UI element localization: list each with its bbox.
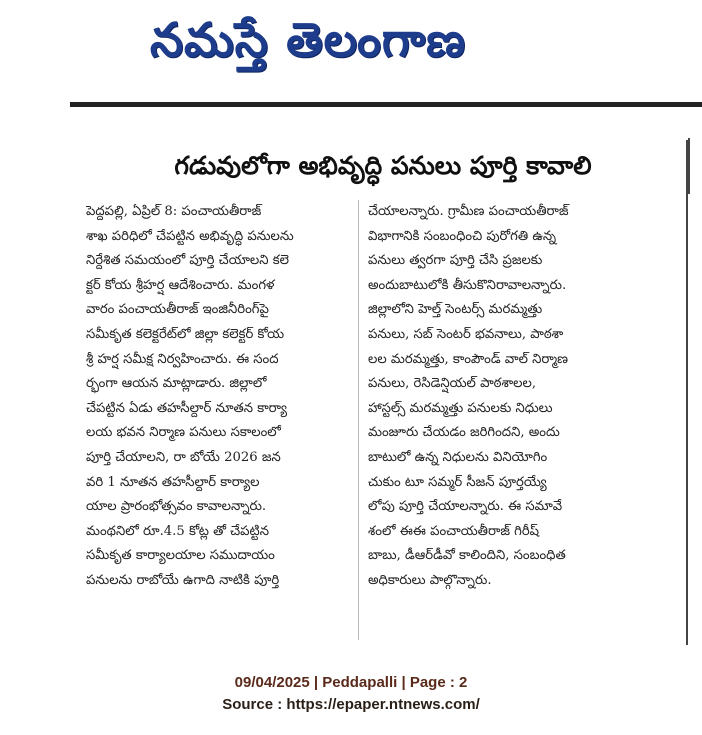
- article-line: అధికారులు పాల్గొన్నారు.: [368, 572, 492, 588]
- article-border: [686, 140, 688, 645]
- article-line: లల మరమ్మత్తు, కాంపౌండ్ వాల్ నిర్మాణ: [368, 351, 569, 367]
- article-line: వరి 1 నూతన తహసీల్దార్ కార్యాల: [86, 474, 260, 490]
- article-line: బాబు, డీఆర్‌డీవో కాలిందిని, సంబంధిత: [368, 548, 566, 564]
- article-line: చుకుం టూ సమ్మర్ సీజన్ పూర్తయ్యే: [368, 474, 547, 490]
- article-line: పనులు, రెసిడెన్షియల్ పాఠశాలల,: [368, 376, 537, 392]
- article-right-column: [368, 200, 646, 594]
- article-line: జిల్లాలోని హెల్త్ సెంటర్స్ మరమ్మత్తు: [368, 302, 543, 318]
- article-line: అందుబాటులోకి తీసుకొనిరావాలన్నారు.: [368, 277, 567, 293]
- column-divider: [358, 200, 359, 640]
- article-line: ర్భంగా ఆయన మాట్లాడారు. జిల్లాలో: [86, 376, 267, 392]
- masthead-rule: [70, 102, 702, 107]
- article-line: మంజూరు చేయడం జరిగిందని, అందు: [368, 425, 560, 441]
- article-line: పనులను రాబోయే ఉగాది నాటికి పూర్తి: [86, 572, 280, 588]
- article-line: సమీకృత కార్యాలయాల సముదాయం: [86, 548, 275, 564]
- article-line: లయ భవన నిర్మాణ పనులు సకాలంలో: [86, 425, 281, 441]
- article-line: పెద్దపల్లి, ఏప్రిల్ 8: పంచాయతీరాజ్: [86, 204, 262, 219]
- article-line: బాటులో ఉన్న నిధులను వినియోగిం: [368, 449, 548, 465]
- source-credit: Source : https://epaper.ntnews.com/: [222, 696, 480, 713]
- article-line: శ్రీ హర్ష సమీక్ష నిర్వహించారు. ఈ సంద: [86, 351, 279, 367]
- article-line: నిర్దేశిత సమయంలో పూర్తి చేయాలని కలె: [86, 253, 289, 269]
- article-line: చేపట్టిన ఏడు తహసీల్దార్ నూతన కార్యా: [86, 400, 288, 416]
- article-line: పనులు, సబ్ సెంటర్ భవనాలు, పాఠశా: [368, 326, 564, 342]
- headline-box: [70, 138, 690, 194]
- edition-info: 09/04/2025 | Peddapalli | Page : 2: [234, 674, 468, 691]
- article-line: శాఖ పరిధిలో చేపట్టిన అభివృద్ధి పనులను: [86, 228, 294, 244]
- article-line: విభాగానికి సంబంధించి పురోగతి ఉన్న: [368, 228, 557, 244]
- article-line: యాల ప్రారంభోత్సవం కావాలన్నారు.: [86, 499, 267, 515]
- article-line: లోపు పూర్తి చేయాలన్నారు. ఈ సమావే: [368, 499, 563, 515]
- article-line: చేయాలన్నారు. గ్రామీణ పంచాయతీరాజ్: [368, 204, 569, 219]
- article-line: వారం పంచాయతీరాజ్ ఇంజినీరింగ్‌పై: [86, 302, 269, 318]
- article-line: పూర్తి చేయాలని, రా బోయే 2026 జన: [86, 449, 281, 465]
- article-line: శంలో ఈఈ పంచాయతీరాజ్ గిరీష్: [368, 523, 540, 539]
- newspaper-masthead: నమస్తే తెలంగాణ: [150, 13, 466, 68]
- article-line: క్టర్ కోయ శ్రీహర్ష ఆదేశించారు. మంగళ: [86, 277, 275, 293]
- article-headline: గడువులోగా అభివృద్ధి పనులు పూర్తి కావాలి: [174, 151, 592, 180]
- article-line: పనులు త్వరగా పూర్తి చేసి ప్రజలకు: [368, 253, 543, 269]
- article-left-column: [86, 200, 354, 594]
- article-line: హాస్టల్స్ మరమ్మత్తు పనులకు నిధులు: [368, 400, 553, 416]
- article-line: మంథనిలో రూ.4.5 కోట్ల తో చేపట్టిన: [86, 523, 269, 539]
- article-line: సమీకృత కలెక్టరేట్‌లో జిల్లా కలెక్టర్ కోయ: [86, 326, 285, 342]
